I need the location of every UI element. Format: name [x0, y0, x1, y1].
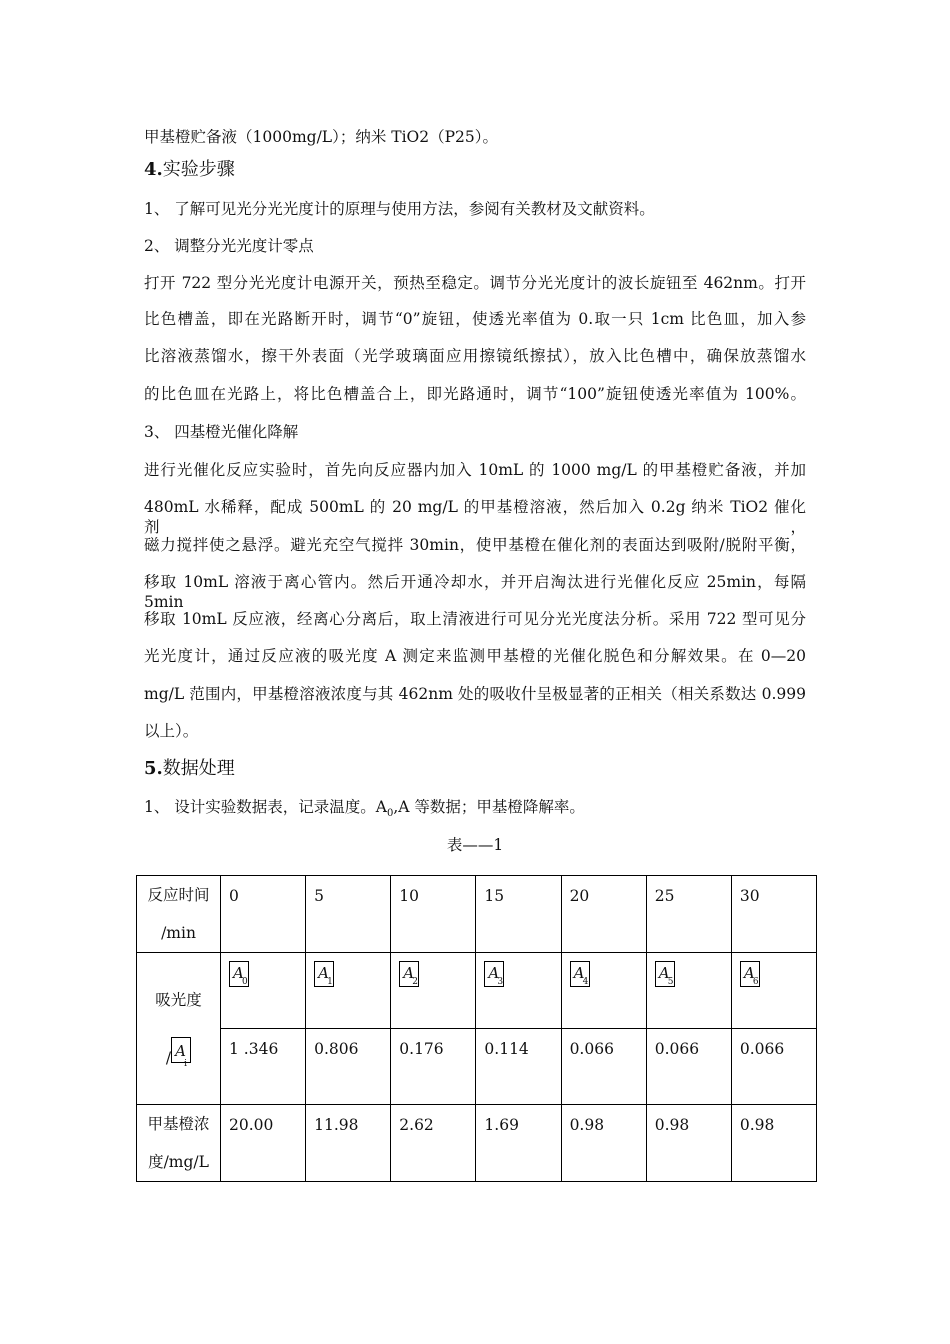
absorbance-header-cell — [137, 953, 221, 1105]
a-symbol-cell — [731, 953, 816, 1029]
concentration-value: 20.00 — [229, 1116, 274, 1134]
absorbance-header-prefix: / — [165, 1048, 172, 1067]
a-symbol-box — [229, 961, 249, 987]
time-value: 15 — [484, 887, 505, 905]
step-5-1 — [144, 797, 585, 824]
time-value: 0 — [229, 887, 239, 905]
step-1: 1、 了解可见光分光光度计的原理与使用方法，参阅有关教材及文献资料。 — [144, 200, 655, 218]
concentration-cell — [221, 1105, 306, 1182]
table-row-concentration — [137, 1105, 817, 1182]
absorbance-value: 0.176 — [399, 1040, 444, 1058]
paragraph-3-line-6: 光光度计，通过反应液的吸光度 A 测定来监测甲基橙的光催化脱色和分解效果。在 0—20 — [144, 647, 806, 665]
absorbance-cell — [391, 1029, 476, 1105]
time-header-line-2: /min — [161, 924, 196, 942]
absorbance-header-line-1: 吸光度 — [155, 990, 202, 1009]
paragraph-2-line-4: 的比色皿在光路上，将比色槽盖合上，即光路通时，调节“100”旋钮使透光率值为 100%。 — [144, 385, 806, 403]
concentration-value: 2.62 — [399, 1116, 434, 1134]
concentration-cell — [646, 1105, 731, 1182]
table-row-absorbance — [137, 1029, 817, 1105]
a-symbol-sub: 3 — [497, 977, 504, 987]
step-5-1-text: 1、 设计实验数据表，记录温度。A — [144, 798, 387, 816]
paragraph-3-line-7: mg/L 范围内，甲基橙溶液浓度与其 462nm 处的吸收什呈极显著的正相关（相关系数达 0.999 — [144, 685, 806, 703]
concentration-cell — [391, 1105, 476, 1182]
materials-line: 甲基橙贮备液（1000mg/L）；纳米 TiO2（P25）。 — [144, 128, 499, 146]
time-cell — [731, 876, 816, 953]
time-value: 10 — [399, 887, 420, 905]
section-5-number: 5. — [144, 758, 163, 779]
concentration-cell — [731, 1105, 816, 1182]
table-row-a-symbols — [137, 953, 817, 1029]
paragraph-3-line-5: 移取 10mL 反应液，经离心分离后，取上清液进行可见分光光度法分析。采用 722 型可见分 — [144, 610, 806, 628]
paragraph-3-line-4: 移取 10mL 溶液于离心管内。然后开通冷却水，并开启淘汰进行光催化反应 25min，每隔 5min — [144, 573, 806, 611]
absorbance-cell — [646, 1029, 731, 1105]
step-5-1-subscript: 0 — [386, 808, 394, 819]
a-symbol-box — [570, 961, 590, 987]
time-value: 25 — [654, 887, 675, 905]
time-header-cell — [137, 876, 221, 953]
a-symbol: A — [743, 964, 755, 982]
concentration-value: 1.69 — [484, 1116, 519, 1134]
time-value: 5 — [314, 887, 325, 905]
paragraph-2-line-3: 比溶液蒸馏水，擦干外表面（光学玻璃面应用擦镜纸擦拭），放入比色槽中，确保放蒸馏水 — [144, 347, 806, 365]
time-value: 20 — [569, 887, 590, 905]
section-5-title: 数据处理 — [162, 758, 235, 779]
paragraph-3-line-2: 480mL 水稀释，配成 500mL 的 20 mg/L 的甲基橙溶液，然后加入 0.2g 纳米 TiO2 催化剂， — [144, 498, 806, 536]
absorbance-value: 0.114 — [484, 1040, 529, 1058]
a-symbol-cell — [646, 953, 731, 1029]
concentration-cell — [306, 1105, 391, 1182]
paragraph-2-line-2: 比色槽盖，即在光路断开时，调节“0”旋钮，使透光率值为 0.取一只 1cm 比色皿，加入参 — [144, 310, 806, 328]
absorbance-value: 0.066 — [569, 1040, 614, 1058]
concentration-value: 0.98 — [654, 1116, 690, 1134]
a-symbol-sub: 0 — [242, 977, 248, 987]
concentration-value: 11.98 — [314, 1116, 359, 1134]
absorbance-value: 0.806 — [314, 1040, 359, 1058]
a-symbol: A — [573, 964, 585, 982]
absorbance-value: 0.066 — [739, 1040, 785, 1058]
a-symbol-box — [655, 961, 675, 987]
paragraph-3-line-3: 磁力搅拌使之悬浮。避光充空气搅拌 30min，使甲基橙在催化剂的表面达到吸附/脱附平衡， — [144, 536, 806, 554]
a-symbol: A — [233, 964, 244, 982]
time-cell — [306, 876, 391, 953]
absorbance-symbol: A — [175, 1041, 186, 1060]
table-row-time — [137, 876, 817, 953]
section-4-title: 实验步骤 — [162, 159, 235, 180]
a-symbol-box — [484, 961, 504, 987]
a-symbol-cell — [391, 953, 476, 1029]
time-cell — [476, 876, 561, 953]
a-symbol-cell — [221, 953, 306, 1029]
absorbance-cell — [476, 1029, 561, 1105]
step-5-1-text-rest: ,A 等数据；甲基橙降解率。 — [393, 798, 585, 816]
absorbance-cell — [561, 1029, 646, 1105]
absorbance-header-line-2 — [141, 1037, 216, 1069]
concentration-value: 0.98 — [739, 1116, 775, 1134]
absorbance-value: 0.066 — [654, 1040, 700, 1058]
a-symbol-box — [399, 961, 419, 987]
paragraph-3-line-8: 以上）。 — [144, 722, 199, 740]
concentration-header-line-2: 度/mg/L — [148, 1153, 209, 1171]
a-symbol-sub: 2 — [412, 977, 419, 987]
paragraph-3-line-1: 进行光催化反应实验时，首先向反应器内加入 10mL 的 1000 mg/L 的甲基橙贮备液，并加 — [144, 461, 806, 479]
absorbance-cell — [306, 1029, 391, 1105]
absorbance-cell — [731, 1029, 816, 1105]
a-symbol-cell — [306, 953, 391, 1029]
concentration-value: 0.98 — [569, 1116, 605, 1134]
time-cell — [646, 876, 731, 953]
time-value: 30 — [739, 887, 760, 905]
section-5-heading — [144, 758, 235, 780]
a-symbol: A — [403, 964, 415, 982]
a-symbol-sub: 1 — [327, 977, 333, 987]
step-2: 2、 调整分光光度计零点 — [144, 237, 314, 255]
a-symbol-cell — [561, 953, 646, 1029]
a-symbol: A — [318, 964, 329, 982]
step-3: 3、 四基橙光催化降解 — [144, 423, 299, 441]
section-4-heading — [144, 159, 235, 181]
absorbance-value: 1 .346 — [229, 1040, 279, 1058]
time-cell — [561, 876, 646, 953]
concentration-cell — [476, 1105, 561, 1182]
a-symbol-box — [740, 961, 760, 987]
time-header-line-1: 反应时间 — [147, 886, 210, 904]
concentration-header-line-1: 甲基橙浓 — [147, 1115, 210, 1133]
a-symbol-sub: 6 — [752, 977, 759, 987]
data-table — [136, 875, 817, 1182]
a-symbol: A — [488, 964, 500, 982]
a-symbol-sub: 5 — [667, 977, 674, 987]
table-caption: 表——1 — [446, 836, 504, 854]
a-symbol-sub: 4 — [582, 977, 589, 987]
time-cell — [221, 876, 306, 953]
absorbance-symbol-sub: i — [184, 1058, 187, 1069]
section-4-number: 4. — [144, 159, 163, 180]
absorbance-cell — [221, 1029, 306, 1105]
concentration-cell — [561, 1105, 646, 1182]
a-symbol: A — [658, 964, 670, 982]
concentration-header-cell — [137, 1105, 221, 1182]
a-symbol-cell — [476, 953, 561, 1029]
paragraph-2-line-1: 打开 722 型分光光度计电源开关，预热至稳定。调节分光光度计的波长旋钮至 462nm。打开 — [144, 274, 806, 292]
absorbance-symbol-box — [171, 1037, 191, 1069]
time-cell — [391, 876, 476, 953]
a-symbol-box — [314, 961, 334, 987]
